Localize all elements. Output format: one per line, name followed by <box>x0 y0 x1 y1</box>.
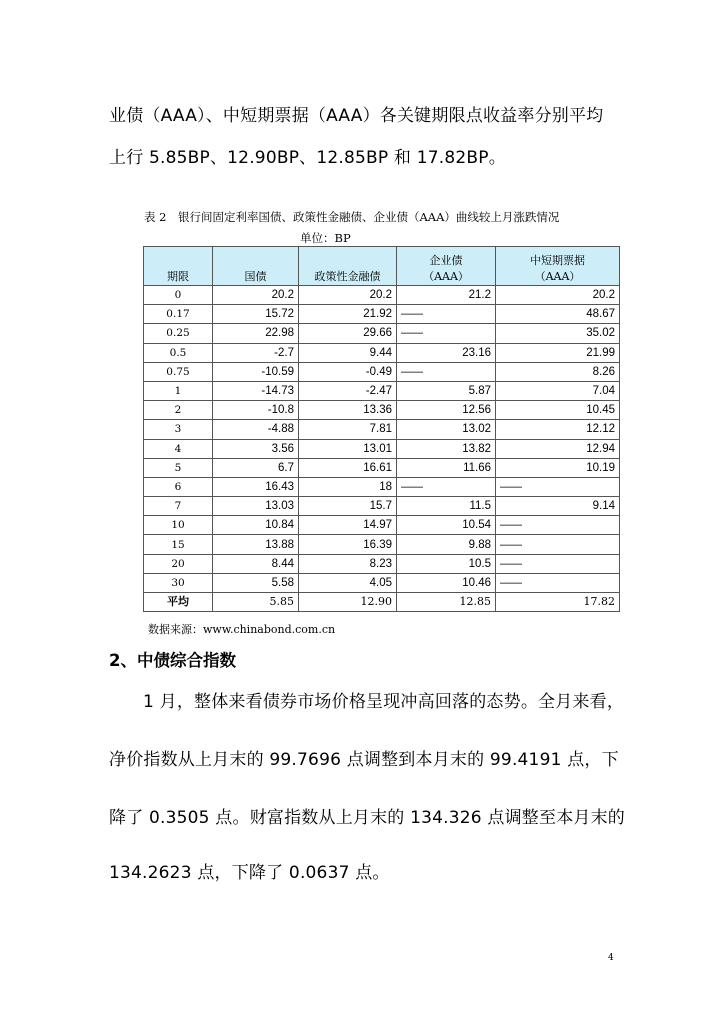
cell-mtn: —— <box>496 516 620 535</box>
header-corporate: 企业债 （AAA） <box>397 247 496 286</box>
cell-term: 0.17 <box>144 305 213 324</box>
header-mtn: 中短期票据 （AAA） <box>496 247 620 286</box>
header-treasury: 国债 <box>213 247 299 286</box>
cell-policy-bank: 4.05 <box>299 573 397 592</box>
cell-treasury: 3.56 <box>213 439 299 458</box>
cell-corporate: 21.2 <box>397 286 496 305</box>
cell-corporate: —— <box>397 362 496 381</box>
cell-corporate: 10.54 <box>397 516 496 535</box>
cell-corporate: 9.88 <box>397 535 496 554</box>
cell-treasury: -14.73 <box>213 381 299 400</box>
cell-policy-bank: 16.39 <box>299 535 397 554</box>
cell-corporate: 10.5 <box>397 554 496 573</box>
cell-term: 30 <box>144 573 213 592</box>
cell-mtn: 12.94 <box>496 439 620 458</box>
table-row <box>144 554 620 573</box>
cell-mtn: 9.14 <box>496 497 620 516</box>
table-row <box>144 477 620 496</box>
cell-treasury: -10.59 <box>213 362 299 381</box>
cell-treasury: 15.72 <box>213 305 299 324</box>
cell-mtn: 7.04 <box>496 381 620 400</box>
paragraph-6: 134.2623 点，下降了 0.0637 点。 <box>109 863 390 883</box>
cell-treasury: 22.98 <box>213 324 299 343</box>
paragraph-2: 上行 5.85BP、12.90BP、12.85BP 和 17.82BP。 <box>109 148 506 168</box>
cell-mtn: —— <box>496 554 620 573</box>
paragraph-1: 业债（AAA）、中短期票据（AAA）各关键期限点收益率分别平均 <box>109 106 604 126</box>
cell-term: 平均 <box>144 593 213 612</box>
cell-mtn: 17.82 <box>496 593 620 612</box>
cell-corporate: 13.02 <box>397 420 496 439</box>
section-heading: 2、中债综合指数 <box>109 651 236 670</box>
cell-mtn: 35.02 <box>496 324 620 343</box>
cell-corporate: 13.82 <box>397 439 496 458</box>
cell-mtn: 8.26 <box>496 362 620 381</box>
header-policy-bank: 政策性金融债 <box>299 247 397 286</box>
cell-policy-bank: -0.49 <box>299 362 397 381</box>
table-row <box>144 573 620 592</box>
table-row <box>144 343 620 362</box>
cell-corporate: 23.16 <box>397 343 496 362</box>
yield-change-table <box>143 246 620 612</box>
cell-treasury: 10.84 <box>213 516 299 535</box>
cell-treasury: 5.85 <box>213 593 299 612</box>
cell-term: 5 <box>144 458 213 477</box>
cell-policy-bank: 13.01 <box>299 439 397 458</box>
table-caption: 表 2 银行间固定利率国债、政策性金融债、企业债（AAA）曲线较上月涨跌情况 <box>144 210 560 224</box>
cell-mtn: —— <box>496 477 620 496</box>
cell-corporate: 11.66 <box>397 458 496 477</box>
cell-term: 10 <box>144 516 213 535</box>
cell-corporate: 12.85 <box>397 593 496 612</box>
cell-term: 15 <box>144 535 213 554</box>
table-unit: 单位：BP <box>300 231 351 245</box>
cell-mtn: —— <box>496 535 620 554</box>
paragraph-5: 降了 0.3505 点。财富指数从上月末的 134.326 点调整至本月末的 <box>109 808 625 828</box>
paragraph-3: 1 月，整体来看债券市场价格呈现冲高回落的态势。全月来看， <box>143 692 625 712</box>
cell-corporate: 12.56 <box>397 401 496 420</box>
cell-policy-bank: 13.36 <box>299 401 397 420</box>
cell-policy-bank: 12.90 <box>299 593 397 612</box>
cell-policy-bank: 14.97 <box>299 516 397 535</box>
cell-mtn: 48.67 <box>496 305 620 324</box>
cell-term: 3 <box>144 420 213 439</box>
cell-policy-bank: -2.47 <box>299 381 397 400</box>
cell-term: 0.75 <box>144 362 213 381</box>
cell-corporate: 11.5 <box>397 497 496 516</box>
cell-term: 1 <box>144 381 213 400</box>
cell-term: 6 <box>144 477 213 496</box>
cell-corporate: —— <box>397 305 496 324</box>
page-number: 4 <box>608 953 614 963</box>
cell-treasury: -4.88 <box>213 420 299 439</box>
cell-policy-bank: 9.44 <box>299 343 397 362</box>
cell-mtn: 12.12 <box>496 420 620 439</box>
table-row <box>144 497 620 516</box>
table-row <box>144 535 620 554</box>
cell-treasury: 20.2 <box>213 286 299 305</box>
cell-policy-bank: 7.81 <box>299 420 397 439</box>
cell-term: 0.5 <box>144 343 213 362</box>
cell-treasury: 16.43 <box>213 477 299 496</box>
cell-term: 0.25 <box>144 324 213 343</box>
cell-policy-bank: 29.66 <box>299 324 397 343</box>
cell-corporate: 10.46 <box>397 573 496 592</box>
cell-treasury: 8.44 <box>213 554 299 573</box>
table-row <box>144 401 620 420</box>
table-row <box>144 305 620 324</box>
table-row <box>144 286 620 305</box>
table-row <box>144 439 620 458</box>
cell-policy-bank: 20.2 <box>299 286 397 305</box>
table-row <box>144 362 620 381</box>
table-row <box>144 420 620 439</box>
table-row <box>144 324 620 343</box>
cell-treasury: 13.88 <box>213 535 299 554</box>
table-row <box>144 516 620 535</box>
cell-treasury: 5.58 <box>213 573 299 592</box>
cell-mtn: 10.19 <box>496 458 620 477</box>
cell-term: 7 <box>144 497 213 516</box>
paragraph-4: 净价指数从上月末的 99.7696 点调整到本月末的 99.4191 点，下 <box>109 750 619 770</box>
cell-term: 20 <box>144 554 213 573</box>
average-row <box>144 593 620 612</box>
header-term: 期限 <box>144 247 213 286</box>
cell-mtn: 20.2 <box>496 286 620 305</box>
cell-policy-bank: 18 <box>299 477 397 496</box>
cell-treasury: 6.7 <box>213 458 299 477</box>
cell-term: 4 <box>144 439 213 458</box>
cell-term: 2 <box>144 401 213 420</box>
table-source: 数据来源：www.chinabond.com.cn <box>148 623 336 636</box>
cell-corporate: —— <box>397 324 496 343</box>
cell-policy-bank: 16.61 <box>299 458 397 477</box>
cell-policy-bank: 8.23 <box>299 554 397 573</box>
cell-treasury: -2.7 <box>213 343 299 362</box>
table-header-row <box>144 247 620 286</box>
cell-policy-bank: 21.92 <box>299 305 397 324</box>
table-row <box>144 381 620 400</box>
cell-treasury: -10.8 <box>213 401 299 420</box>
cell-treasury: 13.03 <box>213 497 299 516</box>
cell-policy-bank: 15.7 <box>299 497 397 516</box>
table-row <box>144 458 620 477</box>
cell-corporate: 5.87 <box>397 381 496 400</box>
cell-mtn: —— <box>496 573 620 592</box>
cell-mtn: 21.99 <box>496 343 620 362</box>
cell-corporate: —— <box>397 477 496 496</box>
cell-mtn: 10.45 <box>496 401 620 420</box>
cell-term: 0 <box>144 286 213 305</box>
